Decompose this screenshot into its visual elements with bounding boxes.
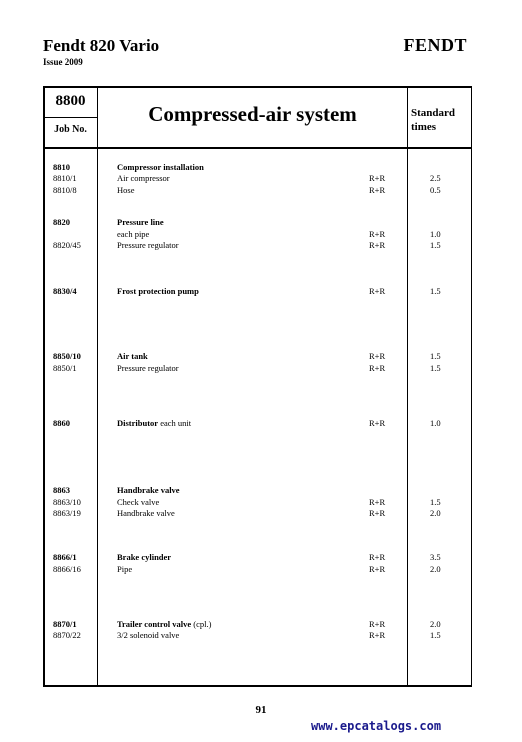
operation-type: R+R xyxy=(369,552,386,562)
job-description-text: Check valve xyxy=(117,497,160,507)
job-description-text: Hose xyxy=(117,185,135,195)
job-description-text: Distributor xyxy=(117,418,159,428)
section-title: Compressed-air system xyxy=(148,102,357,126)
operation-type: R+R xyxy=(369,173,386,183)
table-row xyxy=(0,172,522,184)
standard-time-value: 2.5 xyxy=(430,173,441,183)
job-description xyxy=(117,507,175,519)
operation-type: R+R xyxy=(369,351,386,361)
table-row xyxy=(0,184,522,196)
job-description-text: Trailer control valve xyxy=(117,619,192,629)
brand-name: FENDT xyxy=(403,35,467,55)
job-description-text: Pipe xyxy=(117,564,133,574)
job-description-text: Air tank xyxy=(117,351,148,361)
job-number: 8810 xyxy=(53,162,70,172)
standard-time-value: 2.0 xyxy=(430,619,441,629)
website-watermark: www.epcatalogs.com xyxy=(311,719,442,733)
job-number: 8850/10 xyxy=(53,351,81,361)
page-number: 91 xyxy=(255,704,267,716)
standard-time-value: 1.0 xyxy=(430,418,441,428)
operation-type: R+R xyxy=(369,286,386,296)
standard-time-value: 0.5 xyxy=(430,185,441,195)
job-number: 8810/1 xyxy=(53,173,77,183)
operation-type: R+R xyxy=(369,363,386,373)
job-description-text: Handbrake valve xyxy=(117,508,175,518)
job-description xyxy=(117,484,180,496)
job-number: 8830/4 xyxy=(53,286,77,296)
operation-type: R+R xyxy=(369,564,386,574)
job-description xyxy=(117,172,170,184)
standard-time-value: 1.5 xyxy=(430,363,441,373)
standard-time-value: 3.5 xyxy=(430,552,441,562)
standard-time-value: 1.5 xyxy=(430,286,441,296)
table-row xyxy=(0,629,522,641)
job-description-text: each pipe xyxy=(117,229,150,239)
table-row xyxy=(0,239,522,251)
job-description-text: Handbrake valve xyxy=(117,485,180,495)
table-row xyxy=(0,285,522,297)
operation-type: R+R xyxy=(369,240,386,250)
operation-type: R+R xyxy=(369,508,386,518)
job-description xyxy=(117,563,132,575)
job-description-text: Pressure line xyxy=(117,217,164,227)
table-row xyxy=(0,417,522,429)
table-row xyxy=(0,484,522,496)
operation-type: R+R xyxy=(369,497,386,507)
job-number: 8870/1 xyxy=(53,619,77,629)
table-row xyxy=(0,350,522,362)
standard-time-value: 1.5 xyxy=(430,497,441,507)
operation-type: R+R xyxy=(369,619,386,629)
job-description-text: Air compressor xyxy=(117,173,170,183)
job-description-extra: (cpl.) xyxy=(193,619,212,629)
operation-type: R+R xyxy=(369,630,386,640)
job-no-label: Job No. xyxy=(54,124,87,135)
job-number: 8810/8 xyxy=(53,185,77,195)
standard-time-value: 1.5 xyxy=(430,240,441,250)
job-number: 8863/19 xyxy=(53,508,81,518)
job-code: 8800 xyxy=(55,93,86,109)
job-code-divider xyxy=(45,117,97,118)
job-description xyxy=(117,362,179,374)
operation-type: R+R xyxy=(369,229,386,239)
job-number: 8863 xyxy=(53,485,70,495)
standard-time-value: 1.5 xyxy=(430,351,441,361)
document-model-title: Fendt 820 Vario xyxy=(43,36,160,55)
standard-time-value: 2.0 xyxy=(430,508,441,518)
job-number: 8850/1 xyxy=(53,363,77,373)
standard-time-value: 2.0 xyxy=(430,564,441,574)
table-row xyxy=(0,507,522,519)
job-description xyxy=(117,184,134,196)
job-description xyxy=(117,551,171,563)
job-number: 8866/16 xyxy=(53,564,81,574)
standard-time-value: 1.5 xyxy=(430,630,441,640)
table-row xyxy=(0,216,522,228)
job-description xyxy=(117,216,164,228)
job-description xyxy=(117,629,179,641)
job-description xyxy=(117,417,191,429)
job-number: 8863/10 xyxy=(53,497,81,507)
job-description xyxy=(117,239,179,251)
job-number: 8820 xyxy=(53,217,70,227)
job-description-extra: each unit xyxy=(160,418,192,428)
issue-label: Issue 2009 xyxy=(43,57,83,67)
job-description xyxy=(117,285,199,297)
job-description-text: Pressure regulator xyxy=(117,363,179,373)
job-description-text: Pressure regulator xyxy=(117,240,179,250)
operation-type: R+R xyxy=(369,185,386,195)
job-description-text: Brake cylinder xyxy=(117,552,172,562)
job-number: 8866/1 xyxy=(53,552,77,562)
job-description-text: Compressor installation xyxy=(117,162,204,172)
job-number: 8860 xyxy=(53,418,70,428)
table-row xyxy=(0,362,522,374)
table-row xyxy=(0,551,522,563)
operation-type: R+R xyxy=(369,418,386,428)
standard-times-label: Standard times xyxy=(411,107,456,133)
table-row xyxy=(0,563,522,575)
job-number: 8870/22 xyxy=(53,630,81,640)
job-number: 8820/45 xyxy=(53,240,81,250)
job-description-text: Frost protection pump xyxy=(117,286,199,296)
job-description xyxy=(117,350,148,362)
standard-time-value: 1.0 xyxy=(430,229,441,239)
job-description-text: 3/2 solenoid valve xyxy=(117,630,180,640)
